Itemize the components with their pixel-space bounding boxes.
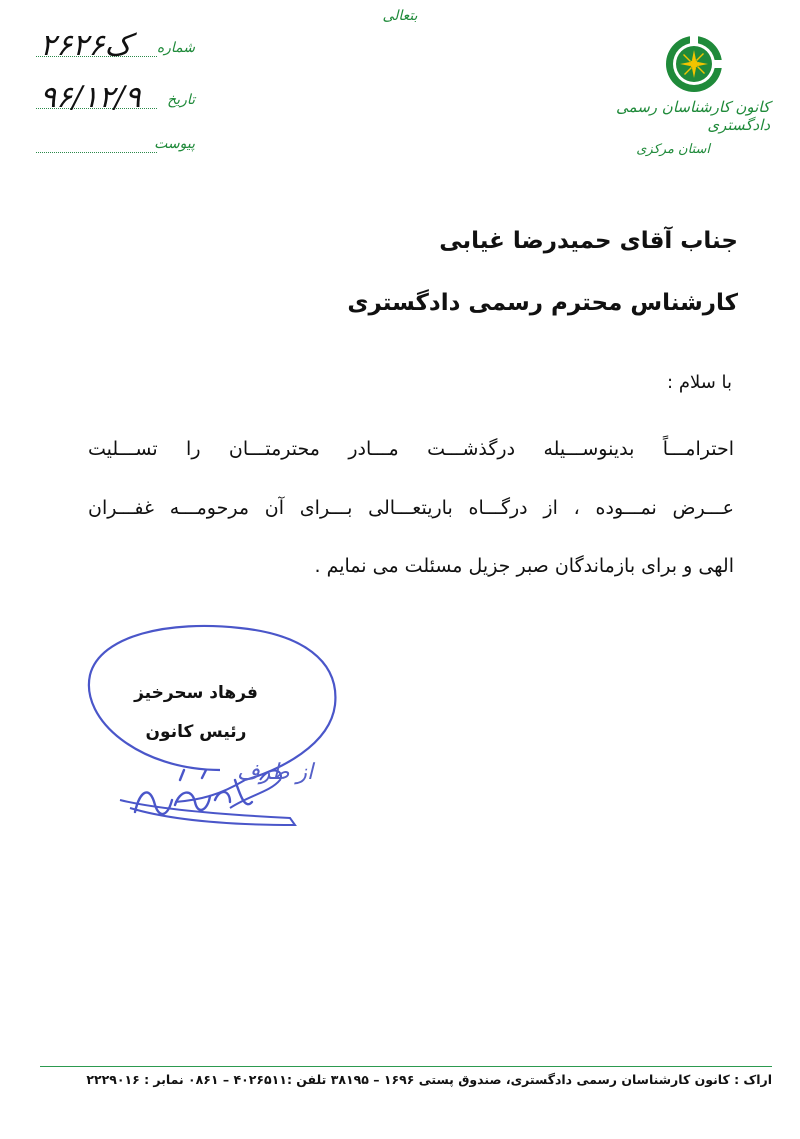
organization-logo-icon xyxy=(664,34,724,94)
body-line: الهی و برای بازماندگان صبر جزیل مسئلت می نمایم . xyxy=(314,555,734,577)
attachment-label: پیوست xyxy=(154,136,195,152)
greeting-text: با سلام : xyxy=(667,372,732,393)
body-line: احترامـــاً بدینوســـیله درگذشـــت مـــادر محترمتـــان را تســـلیت xyxy=(88,438,734,460)
body-line: عـــرض نمـــوده ، از درگـــاه باریتعـــالی بـــرای آن مرحومـــه غفـــران xyxy=(88,497,734,519)
letter-attachment-field xyxy=(30,132,195,162)
handwritten-on-behalf-note: از طرف xyxy=(236,760,314,785)
addressee-title: کارشناس محترم رسمی دادگستری xyxy=(347,290,738,316)
footer-divider xyxy=(40,1066,772,1067)
signer-title: رئیس کانون xyxy=(145,722,247,742)
letter-date-field xyxy=(30,80,195,118)
organization-province: استان مرکزی xyxy=(636,142,710,157)
letter-number-field xyxy=(30,28,195,66)
signer-name: فرهاد سحرخیز xyxy=(134,683,258,703)
organization-name: کانون کارشناسان رسمی دادگستری xyxy=(616,98,770,134)
addressee-name: جناب آقای حمیدرضا غیابی xyxy=(439,228,738,254)
date-label: تاریخ xyxy=(167,92,195,108)
invocation-text: بتعالی xyxy=(382,8,418,24)
attachment-dotted-line xyxy=(36,152,157,153)
footer-address: اراک : کانون کارشناسان رسمی دادگستری، صندوق پستی ۱۶۹۶ – ۳۸۱۹۵ تلفن :۴۰۲۶۵۱۱ – ۰۸۶۱ نمابر : ۲۲۲۹۰۱۶ xyxy=(86,1072,772,1087)
date-value: ۹۶/۱۲/۹ xyxy=(40,80,141,115)
number-label: شماره xyxy=(156,40,195,56)
number-value: ۲۶۲۶ک xyxy=(40,28,132,63)
